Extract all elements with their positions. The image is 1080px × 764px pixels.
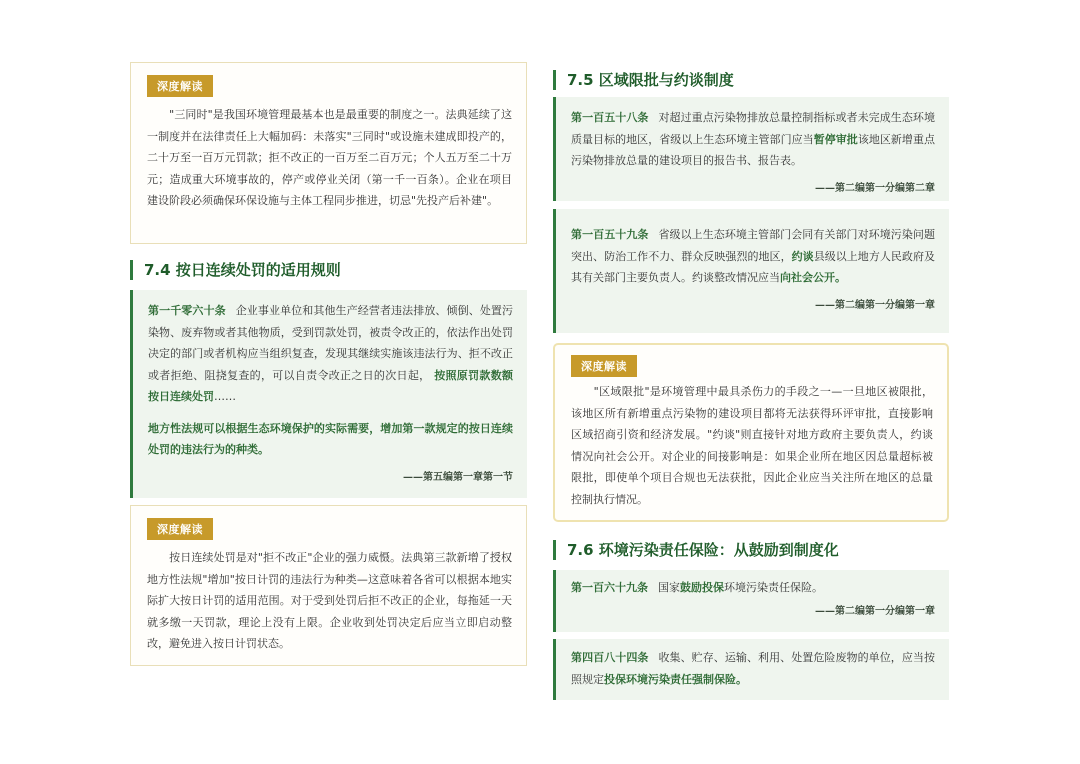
article-number: 第一千零六十条 [148,304,226,317]
article-text-post: 该地区新增重点污染物排放总量的建设项目的报告书、报告表。 [571,132,935,167]
article-number: 第一百五十九条 [571,228,649,241]
article-body [571,577,935,599]
insight-box-daily-penalty [130,505,527,666]
article-ellipsis: …… [214,390,236,403]
article-number: 第一百五十八条 [571,111,649,124]
article-159 [553,209,949,333]
article-text: 企业事业单位和其他生产经营者违法排放、倾倒、处置污染物、废弃物或者其他物质，受到罚款处罚，被责令改正的，依法作出处罚决定的部门或者机构应当组织复查，发现其继续实施该违法行为、拒不改正或者拒绝、阻挠复查的，可以自责令改正之日的次日起， [148,304,514,382]
article-source: ——第二编第一分编第一章 [815,299,935,311]
article-number: 第四百八十四条 [571,651,649,664]
article-1060 [130,290,527,498]
left-column [130,62,527,666]
insight-box-regional-restriction [553,343,949,522]
article-highlight: 向社会公开。 [780,271,846,284]
insight-tag: 深度解读 [571,355,637,377]
article-highlight: 投保环境污染责任强制保险。 [604,672,747,686]
article-highlight: 鼓励投保 [680,581,724,594]
article-text-post: 环境污染责任保险。 [724,581,823,594]
article-body [571,107,935,172]
section-heading-7-6: 7.6 环境污染责任保险：从鼓励到制度化 [553,540,949,560]
article-source: ——第五编第一章第一节 [403,471,513,483]
right-column [553,62,949,700]
section-heading-7-4: 7.4 按日连续处罚的适用规则 [130,260,527,280]
article-source: ——第二编第一分编第一章 [815,605,935,617]
insight-tag: 深度解读 [147,518,213,540]
article-text-mid: 县级以上地方人民政府及其有关部门主要负责人。约谈整改情况应当 [571,249,935,284]
article-body [148,300,513,408]
article-highlight: 暂停审批 [813,132,858,146]
insight-box-three-simultaneous [130,62,527,244]
article-text: 省级以上生态环境主管部门会同有关部门对环境污染问题突出、防治工作不力、群众反映强烈的地区， [571,228,935,263]
insight-tag: 深度解读 [147,75,213,97]
article-158 [553,97,949,201]
article-source: ——第二编第一分编第二章 [815,182,935,194]
article-169 [553,570,949,632]
article-highlight: 约谈 [791,249,814,263]
insight-text: 按日连续处罚是对"拒不改正"企业的强力威慑。法典第三款新增了授权地方性法规"增加"按日计罚的违法行为种类—这意味着各省可以根据本地实际扩大按日计罚的适用范围。对于受到处罚后拒不改正的企业，每拖延一天就多缴一天罚款，理论上没有上限。企业收到处罚决定后应当立即启动整改，避免进入按日计罚状态。 [147,551,512,650]
insight-text: "区域限批"是环境管理中最具杀伤力的手段之一—一旦地区被限批，该地区所有新增重点污染物的建设项目都将无法获得环评审批，直接影响区域招商引资和经济发展。"约谈"则直接针对地方政府主要负责人，约谈情况向社会公开。对企业的间接影响是：如果企业所在地区因总量超标被限批，即使单个项目合规也无法获批，因此企业应当关注所在地区的总量控制执行情况。 [571,385,933,506]
article-text: 收集、贮存、运输、利用、处置危险废物的单位，应当按照规定 [571,651,935,686]
article-body [571,647,935,690]
article-484 [553,639,949,700]
article-text: 对超过重点污染物排放总量控制指标或者未完成生态环境质量目标的地区，省级以上生态环境主管部门应当 [571,111,935,146]
article-number: 第一百六十九条 [571,581,648,594]
insight-text: "三同时"是我国环境管理最基本也是最重要的制度之一。法典延续了这一制度并在法律责任上大幅加码：未落实"三同时"或设施未建成即投产的，二十万至一百万元罚款；拒不改正的一百万至二百万元；个人五万至二十万元；造成重大环境事故的，停产或停业关闭（第一千一百条）。企业在项目建设阶段必须确保环保设施与主体工程同步推进，切忌"先投产后补建"。 [147,108,512,207]
article-text: 国家 [658,581,680,594]
article-body [571,224,935,289]
article-note: 地方性法规可以根据生态环境保护的实际需要，增加第一款规定的按日连续处罚的违法行为的种类。 [148,421,513,456]
section-heading-7-5: 7.5 区域限批与约谈制度 [553,70,949,90]
article-highlight: 按照原罚款数额按日连续处罚 [148,368,513,403]
